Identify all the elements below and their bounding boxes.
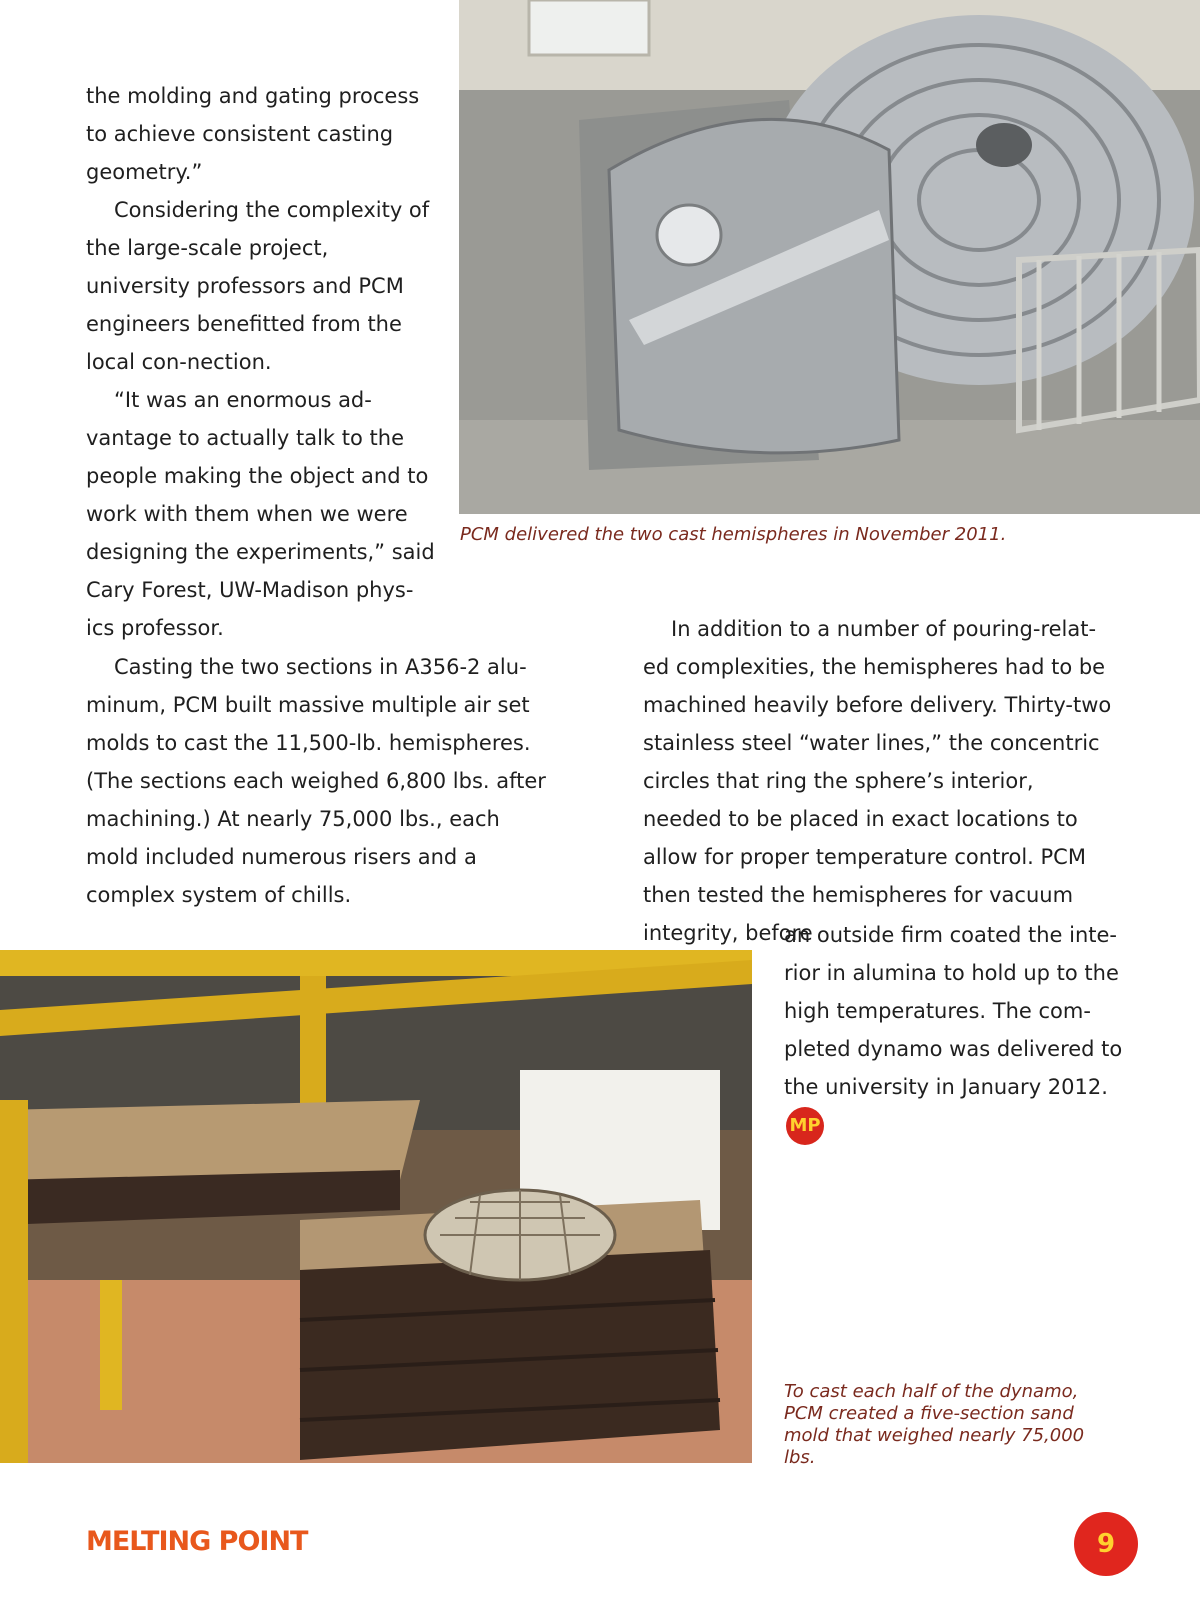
- photo-caption-top: PCM delivered the two cast hemispheres in November 2011.: [460, 524, 1007, 545]
- article-paragraph-final: [784, 916, 1134, 1145]
- photo-caption-bottom: To cast each half of the dynamo, PCM created a five-section sand mold that weighed nearly 75,000 lbs.: [784, 1381, 1085, 1468]
- sand-mold-photo-illustration: [0, 950, 752, 1463]
- article-paragraph: In addition to a number of pouring-relat-ed complexities, the hemispheres had to be machined heavily before delivery. Thirty-two stainless steel “water lines,” the concentric circles that ring the sphere’s interior, needed to be placed in exact locations to allow for proper temperature control. PCM then tested the hemispheres for vacuum integrity, before: [643, 617, 1112, 945]
- dynamo-photo-illustration: [459, 0, 1200, 514]
- page-number-badge: 9: [1074, 1512, 1138, 1576]
- article-column-right-bottom: [784, 916, 1134, 1145]
- end-mark-logo: MP: [786, 1107, 824, 1145]
- article-column-left-top: [86, 77, 436, 647]
- article-paragraph: Considering the complexity of the large-scale project, university professors and PCM engineers benefitted from the local con-nection.: [86, 198, 430, 374]
- article-column-left-bottom: [86, 648, 556, 914]
- magazine-masthead: MELTING POINT: [86, 1526, 308, 1557]
- article-column-right-top: [643, 610, 1113, 952]
- article-paragraph: Casting the two sections in A356-2 alu-minum, PCM built massive multiple air set molds to cast the 11,500-lb. hemispheres. (The sections each weighed 6,800 lbs. after machining.) At nearly 75,000 lbs., each mold included numerous risers and a complex system of chills.: [86, 655, 546, 907]
- article-paragraph: the molding and gating process to achieve consistent casting geometry.”: [86, 84, 420, 184]
- article-final-text: an outside firm coated the inte-rior in alumina to hold up to the high temperatures. The com-pleted dynamo was delivered to the university in January 2012.: [784, 923, 1123, 1099]
- dynamo-photo: [459, 0, 1200, 514]
- sand-mold-photo: [0, 950, 752, 1463]
- article-paragraph: “It was an enormous ad-vantage to actually talk to the people making the object and to work with them when we were designing the experiments,” said Cary Forest, UW-Madison phys-ics professor.: [86, 388, 435, 640]
